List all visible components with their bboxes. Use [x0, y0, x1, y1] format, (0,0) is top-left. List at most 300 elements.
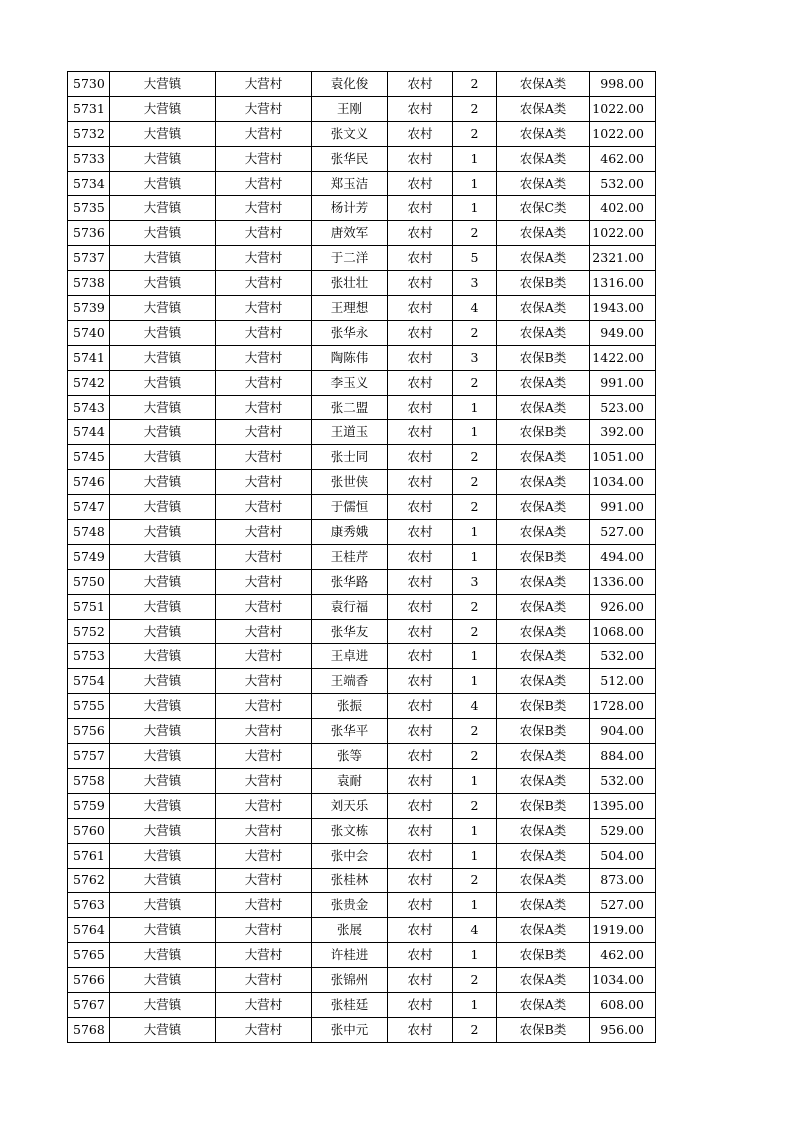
- name-cell: 杨计芳: [312, 196, 388, 221]
- village-cell: 大营村: [216, 72, 312, 97]
- table-row: [68, 445, 656, 470]
- village-cell: 大营村: [216, 470, 312, 495]
- category-cell: 农保A类: [497, 370, 590, 395]
- member-count-cell: 1: [453, 669, 497, 694]
- category-cell: 农保A类: [497, 893, 590, 918]
- household-type-cell: 农村: [388, 445, 453, 470]
- village-cell: 大营村: [216, 868, 312, 893]
- household-type-cell: 农村: [388, 221, 453, 246]
- member-count-cell: 1: [453, 768, 497, 793]
- category-cell: 农保B类: [497, 271, 590, 296]
- amount-cell: 1943.00: [590, 296, 656, 321]
- village-cell: 大营村: [216, 619, 312, 644]
- household-type-cell: 农村: [388, 669, 453, 694]
- member-count-cell: 5: [453, 246, 497, 271]
- amount-cell: 1034.00: [590, 968, 656, 993]
- table-row: [68, 569, 656, 594]
- household-type-cell: 农村: [388, 544, 453, 569]
- village-cell: 大营村: [216, 644, 312, 669]
- member-count-cell: 2: [453, 1017, 497, 1042]
- town-cell: 大营镇: [110, 196, 216, 221]
- member-count-cell: 1: [453, 395, 497, 420]
- amount-cell: 392.00: [590, 420, 656, 445]
- table-row: [68, 1017, 656, 1042]
- town-cell: 大营镇: [110, 918, 216, 943]
- amount-cell: 532.00: [590, 171, 656, 196]
- category-cell: 农保A类: [497, 520, 590, 545]
- amount-cell: 1395.00: [590, 793, 656, 818]
- name-cell: 陶陈伟: [312, 345, 388, 370]
- name-cell: 袁行福: [312, 594, 388, 619]
- amount-cell: 1316.00: [590, 271, 656, 296]
- amount-cell: 462.00: [590, 943, 656, 968]
- amount-cell: 1022.00: [590, 121, 656, 146]
- village-cell: 大营村: [216, 96, 312, 121]
- town-cell: 大营镇: [110, 246, 216, 271]
- household-type-cell: 农村: [388, 694, 453, 719]
- name-cell: 张文义: [312, 121, 388, 146]
- name-cell: 王理想: [312, 296, 388, 321]
- record-number-cell: 5740: [68, 320, 110, 345]
- member-count-cell: 4: [453, 918, 497, 943]
- town-cell: 大营镇: [110, 943, 216, 968]
- category-cell: 农保A类: [497, 992, 590, 1017]
- amount-cell: 529.00: [590, 818, 656, 843]
- member-count-cell: 2: [453, 320, 497, 345]
- household-type-cell: 农村: [388, 843, 453, 868]
- household-type-cell: 农村: [388, 320, 453, 345]
- record-number-cell: 5749: [68, 544, 110, 569]
- household-type-cell: 农村: [388, 594, 453, 619]
- member-count-cell: 2: [453, 495, 497, 520]
- name-cell: 张桂林: [312, 868, 388, 893]
- household-type-cell: 农村: [388, 1017, 453, 1042]
- village-cell: 大营村: [216, 420, 312, 445]
- record-number-cell: 5750: [68, 569, 110, 594]
- town-cell: 大营镇: [110, 992, 216, 1017]
- record-number-cell: 5736: [68, 221, 110, 246]
- record-number-cell: 5734: [68, 171, 110, 196]
- record-number-cell: 5730: [68, 72, 110, 97]
- member-count-cell: 2: [453, 968, 497, 993]
- category-cell: 农保A类: [497, 619, 590, 644]
- household-type-cell: 农村: [388, 146, 453, 171]
- town-cell: 大营镇: [110, 893, 216, 918]
- village-cell: 大营村: [216, 146, 312, 171]
- record-number-cell: 5757: [68, 744, 110, 769]
- member-count-cell: 2: [453, 470, 497, 495]
- town-cell: 大营镇: [110, 96, 216, 121]
- name-cell: 王端香: [312, 669, 388, 694]
- category-cell: 农保A类: [497, 246, 590, 271]
- village-cell: 大营村: [216, 171, 312, 196]
- record-number-cell: 5756: [68, 719, 110, 744]
- name-cell: 张士同: [312, 445, 388, 470]
- amount-cell: 949.00: [590, 320, 656, 345]
- table-row: [68, 271, 656, 296]
- member-count-cell: 1: [453, 818, 497, 843]
- name-cell: 张文栋: [312, 818, 388, 843]
- town-cell: 大营镇: [110, 520, 216, 545]
- table-row: [68, 221, 656, 246]
- town-cell: 大营镇: [110, 345, 216, 370]
- table-row: [68, 893, 656, 918]
- record-number-cell: 5739: [68, 296, 110, 321]
- table-row: [68, 470, 656, 495]
- amount-cell: 462.00: [590, 146, 656, 171]
- table-row: [68, 520, 656, 545]
- member-count-cell: 1: [453, 893, 497, 918]
- household-type-cell: 农村: [388, 569, 453, 594]
- household-type-cell: 农村: [388, 96, 453, 121]
- household-type-cell: 农村: [388, 171, 453, 196]
- amount-cell: 873.00: [590, 868, 656, 893]
- household-type-cell: 农村: [388, 296, 453, 321]
- table-row: [68, 146, 656, 171]
- category-cell: 农保B类: [497, 345, 590, 370]
- household-type-cell: 农村: [388, 470, 453, 495]
- name-cell: 张展: [312, 918, 388, 943]
- town-cell: 大营镇: [110, 420, 216, 445]
- record-number-cell: 5738: [68, 271, 110, 296]
- category-cell: 农保A类: [497, 968, 590, 993]
- village-cell: 大营村: [216, 121, 312, 146]
- household-type-cell: 农村: [388, 768, 453, 793]
- town-cell: 大营镇: [110, 121, 216, 146]
- member-count-cell: 3: [453, 345, 497, 370]
- table-row: [68, 744, 656, 769]
- town-cell: 大营镇: [110, 694, 216, 719]
- household-type-cell: 农村: [388, 893, 453, 918]
- category-cell: 农保B类: [497, 719, 590, 744]
- town-cell: 大营镇: [110, 669, 216, 694]
- household-type-cell: 农村: [388, 644, 453, 669]
- table-row: [68, 868, 656, 893]
- member-count-cell: 1: [453, 943, 497, 968]
- table-row: [68, 544, 656, 569]
- amount-cell: 884.00: [590, 744, 656, 769]
- household-type-cell: 农村: [388, 918, 453, 943]
- name-cell: 张华民: [312, 146, 388, 171]
- household-type-cell: 农村: [388, 246, 453, 271]
- table-body: [68, 72, 656, 1043]
- village-cell: 大营村: [216, 669, 312, 694]
- amount-cell: 991.00: [590, 495, 656, 520]
- table-row: [68, 72, 656, 97]
- member-count-cell: 1: [453, 644, 497, 669]
- name-cell: 张桂廷: [312, 992, 388, 1017]
- village-cell: 大营村: [216, 271, 312, 296]
- name-cell: 张华平: [312, 719, 388, 744]
- name-cell: 张等: [312, 744, 388, 769]
- amount-cell: 1022.00: [590, 96, 656, 121]
- town-cell: 大营镇: [110, 171, 216, 196]
- record-number-cell: 5768: [68, 1017, 110, 1042]
- table-row: [68, 345, 656, 370]
- table-row: [68, 694, 656, 719]
- table-row: [68, 843, 656, 868]
- member-count-cell: 2: [453, 445, 497, 470]
- member-count-cell: 2: [453, 121, 497, 146]
- record-number-cell: 5732: [68, 121, 110, 146]
- member-count-cell: 1: [453, 171, 497, 196]
- name-cell: 张华路: [312, 569, 388, 594]
- village-cell: 大营村: [216, 196, 312, 221]
- household-type-cell: 农村: [388, 121, 453, 146]
- name-cell: 张华永: [312, 320, 388, 345]
- amount-cell: 1422.00: [590, 345, 656, 370]
- amount-cell: 1728.00: [590, 694, 656, 719]
- category-cell: 农保A类: [497, 918, 590, 943]
- category-cell: 农保A类: [497, 121, 590, 146]
- category-cell: 农保B类: [497, 420, 590, 445]
- record-number-cell: 5754: [68, 669, 110, 694]
- household-type-cell: 农村: [388, 72, 453, 97]
- name-cell: 于儒恒: [312, 495, 388, 520]
- amount-cell: 1022.00: [590, 221, 656, 246]
- member-count-cell: 2: [453, 619, 497, 644]
- category-cell: 农保A类: [497, 395, 590, 420]
- name-cell: 袁耐: [312, 768, 388, 793]
- member-count-cell: 1: [453, 520, 497, 545]
- amount-cell: 512.00: [590, 669, 656, 694]
- record-number-cell: 5733: [68, 146, 110, 171]
- table-row: [68, 495, 656, 520]
- record-number-cell: 5745: [68, 445, 110, 470]
- relief-roster-table: [67, 71, 656, 1043]
- record-number-cell: 5763: [68, 893, 110, 918]
- town-cell: 大营镇: [110, 768, 216, 793]
- town-cell: 大营镇: [110, 470, 216, 495]
- village-cell: 大营村: [216, 445, 312, 470]
- household-type-cell: 农村: [388, 345, 453, 370]
- name-cell: 张壮壮: [312, 271, 388, 296]
- town-cell: 大营镇: [110, 320, 216, 345]
- category-cell: 农保A类: [497, 868, 590, 893]
- amount-cell: 1336.00: [590, 569, 656, 594]
- record-number-cell: 5735: [68, 196, 110, 221]
- member-count-cell: 2: [453, 370, 497, 395]
- village-cell: 大营村: [216, 943, 312, 968]
- member-count-cell: 2: [453, 793, 497, 818]
- name-cell: 张中会: [312, 843, 388, 868]
- town-cell: 大营镇: [110, 719, 216, 744]
- name-cell: 于二洋: [312, 246, 388, 271]
- table-row: [68, 943, 656, 968]
- amount-cell: 1068.00: [590, 619, 656, 644]
- town-cell: 大营镇: [110, 818, 216, 843]
- village-cell: 大营村: [216, 992, 312, 1017]
- category-cell: 农保A类: [497, 669, 590, 694]
- name-cell: 郑玉洁: [312, 171, 388, 196]
- household-type-cell: 农村: [388, 271, 453, 296]
- member-count-cell: 2: [453, 868, 497, 893]
- member-count-cell: 1: [453, 843, 497, 868]
- amount-cell: 926.00: [590, 594, 656, 619]
- member-count-cell: 2: [453, 72, 497, 97]
- name-cell: 张贵金: [312, 893, 388, 918]
- category-cell: 农保A类: [497, 569, 590, 594]
- record-number-cell: 5766: [68, 968, 110, 993]
- household-type-cell: 农村: [388, 968, 453, 993]
- name-cell: 王道玉: [312, 420, 388, 445]
- table-row: [68, 619, 656, 644]
- name-cell: 刘天乐: [312, 793, 388, 818]
- record-number-cell: 5744: [68, 420, 110, 445]
- category-cell: 农保A类: [497, 320, 590, 345]
- category-cell: 农保A类: [497, 72, 590, 97]
- record-number-cell: 5751: [68, 594, 110, 619]
- category-cell: 农保A类: [497, 470, 590, 495]
- member-count-cell: 1: [453, 544, 497, 569]
- name-cell: 唐效军: [312, 221, 388, 246]
- village-cell: 大营村: [216, 246, 312, 271]
- amount-cell: 2321.00: [590, 246, 656, 271]
- amount-cell: 527.00: [590, 520, 656, 545]
- table-row: [68, 768, 656, 793]
- household-type-cell: 农村: [388, 719, 453, 744]
- member-count-cell: 1: [453, 992, 497, 1017]
- household-type-cell: 农村: [388, 520, 453, 545]
- member-count-cell: 2: [453, 744, 497, 769]
- record-number-cell: 5765: [68, 943, 110, 968]
- village-cell: 大营村: [216, 768, 312, 793]
- name-cell: 张二盟: [312, 395, 388, 420]
- village-cell: 大营村: [216, 793, 312, 818]
- household-type-cell: 农村: [388, 370, 453, 395]
- table-row: [68, 196, 656, 221]
- table-row: [68, 370, 656, 395]
- amount-cell: 1051.00: [590, 445, 656, 470]
- amount-cell: 991.00: [590, 370, 656, 395]
- category-cell: 农保B类: [497, 544, 590, 569]
- name-cell: 康秀娥: [312, 520, 388, 545]
- member-count-cell: 2: [453, 221, 497, 246]
- amount-cell: 956.00: [590, 1017, 656, 1042]
- town-cell: 大营镇: [110, 296, 216, 321]
- table-row: [68, 719, 656, 744]
- record-number-cell: 5762: [68, 868, 110, 893]
- category-cell: 农保A类: [497, 744, 590, 769]
- member-count-cell: 1: [453, 146, 497, 171]
- town-cell: 大营镇: [110, 395, 216, 420]
- record-number-cell: 5743: [68, 395, 110, 420]
- village-cell: 大营村: [216, 345, 312, 370]
- household-type-cell: 农村: [388, 793, 453, 818]
- name-cell: 张华友: [312, 619, 388, 644]
- village-cell: 大营村: [216, 719, 312, 744]
- village-cell: 大营村: [216, 818, 312, 843]
- village-cell: 大营村: [216, 296, 312, 321]
- town-cell: 大营镇: [110, 843, 216, 868]
- town-cell: 大营镇: [110, 744, 216, 769]
- household-type-cell: 农村: [388, 196, 453, 221]
- member-count-cell: 3: [453, 569, 497, 594]
- category-cell: 农保A类: [497, 445, 590, 470]
- town-cell: 大营镇: [110, 146, 216, 171]
- household-type-cell: 农村: [388, 868, 453, 893]
- table-row: [68, 96, 656, 121]
- record-number-cell: 5747: [68, 495, 110, 520]
- member-count-cell: 2: [453, 719, 497, 744]
- table-row: [68, 296, 656, 321]
- member-count-cell: 1: [453, 196, 497, 221]
- name-cell: 李玉义: [312, 370, 388, 395]
- amount-cell: 532.00: [590, 644, 656, 669]
- household-type-cell: 农村: [388, 744, 453, 769]
- village-cell: 大营村: [216, 1017, 312, 1042]
- record-number-cell: 5759: [68, 793, 110, 818]
- amount-cell: 527.00: [590, 893, 656, 918]
- category-cell: 农保A类: [497, 221, 590, 246]
- amount-cell: 523.00: [590, 395, 656, 420]
- category-cell: 农保A类: [497, 495, 590, 520]
- town-cell: 大营镇: [110, 594, 216, 619]
- household-type-cell: 农村: [388, 495, 453, 520]
- village-cell: 大营村: [216, 843, 312, 868]
- village-cell: 大营村: [216, 918, 312, 943]
- record-number-cell: 5758: [68, 768, 110, 793]
- household-type-cell: 农村: [388, 818, 453, 843]
- category-cell: 农保A类: [497, 818, 590, 843]
- name-cell: 张中元: [312, 1017, 388, 1042]
- table-row: [68, 320, 656, 345]
- name-cell: 张世侠: [312, 470, 388, 495]
- category-cell: 农保B类: [497, 943, 590, 968]
- member-count-cell: 2: [453, 594, 497, 619]
- table-row: [68, 793, 656, 818]
- town-cell: 大营镇: [110, 793, 216, 818]
- town-cell: 大营镇: [110, 72, 216, 97]
- table-row: [68, 644, 656, 669]
- table-row: [68, 171, 656, 196]
- household-type-cell: 农村: [388, 992, 453, 1017]
- category-cell: 农保B类: [497, 1017, 590, 1042]
- category-cell: 农保A类: [497, 644, 590, 669]
- village-cell: 大营村: [216, 320, 312, 345]
- record-number-cell: 5746: [68, 470, 110, 495]
- record-number-cell: 5737: [68, 246, 110, 271]
- town-cell: 大营镇: [110, 370, 216, 395]
- category-cell: 农保A类: [497, 96, 590, 121]
- amount-cell: 504.00: [590, 843, 656, 868]
- category-cell: 农保B类: [497, 793, 590, 818]
- town-cell: 大营镇: [110, 619, 216, 644]
- record-number-cell: 5731: [68, 96, 110, 121]
- name-cell: 袁化俊: [312, 72, 388, 97]
- town-cell: 大营镇: [110, 445, 216, 470]
- town-cell: 大营镇: [110, 271, 216, 296]
- table-row: [68, 918, 656, 943]
- amount-cell: 532.00: [590, 768, 656, 793]
- name-cell: 张锦州: [312, 968, 388, 993]
- member-count-cell: 3: [453, 271, 497, 296]
- amount-cell: 998.00: [590, 72, 656, 97]
- name-cell: 王卓进: [312, 644, 388, 669]
- town-cell: 大营镇: [110, 569, 216, 594]
- table-row: [68, 818, 656, 843]
- town-cell: 大营镇: [110, 495, 216, 520]
- record-number-cell: 5761: [68, 843, 110, 868]
- record-number-cell: 5767: [68, 992, 110, 1017]
- village-cell: 大营村: [216, 569, 312, 594]
- category-cell: 农保A类: [497, 768, 590, 793]
- table-row: [68, 246, 656, 271]
- member-count-cell: 1: [453, 420, 497, 445]
- amount-cell: 608.00: [590, 992, 656, 1017]
- table-row: [68, 669, 656, 694]
- village-cell: 大营村: [216, 370, 312, 395]
